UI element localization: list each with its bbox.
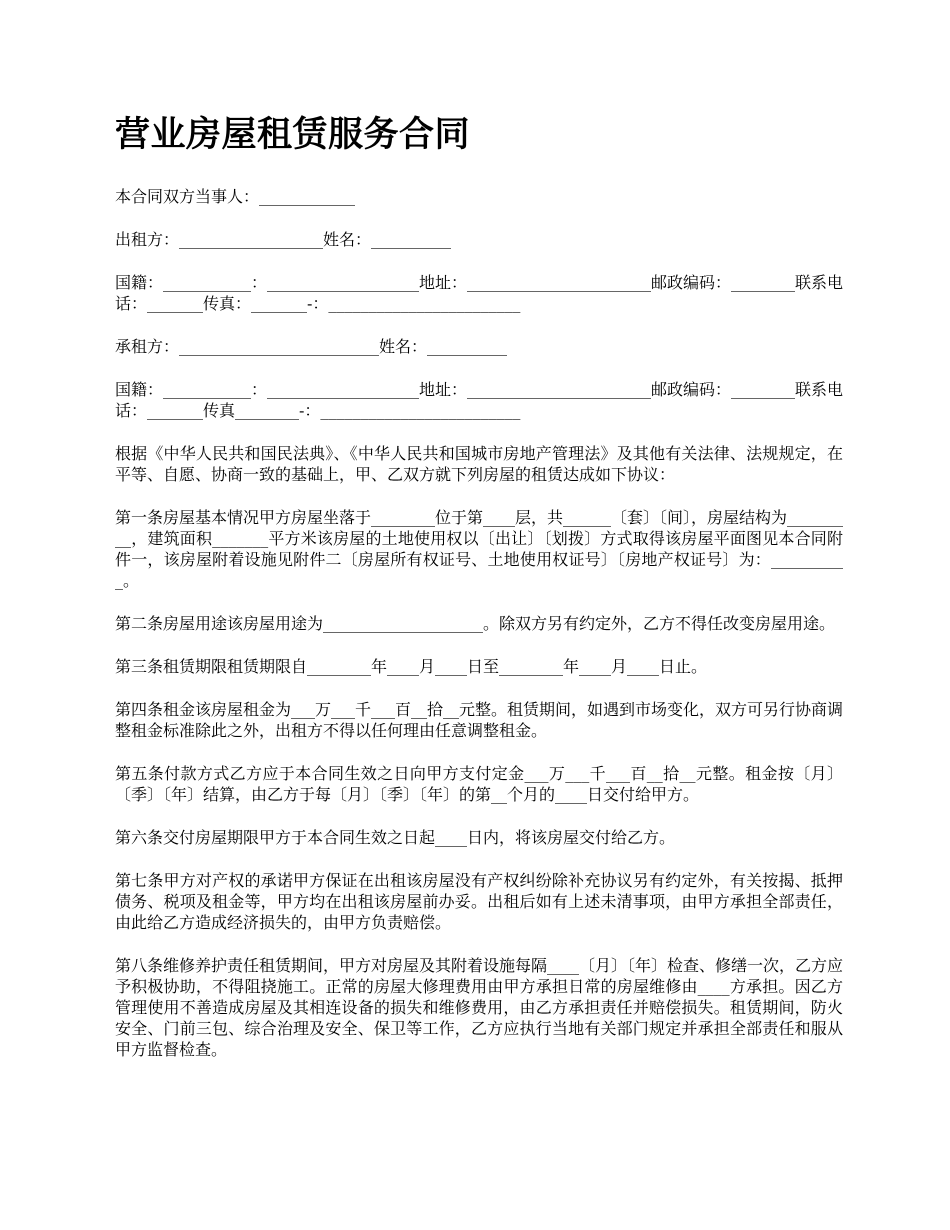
article-4: 第四条租金该房屋租金为___万___千___百__拾__元整。租赁期间，如遇到市场变化，双方可另行协商调整租金标准除此之外，出租方不得以任何理由任意调整租金。 [115,700,844,740]
lessor-line: 出租方：__________________姓名：__________ [115,230,452,249]
lessee-details: 国籍：___________：___________________地址：_______________________邮政编码：________联系电话：_______传真________-：_________________________ [115,380,844,420]
article-1: 第一条房屋基本情况甲方房屋坐落于________位于第____层，共______〔套〕〔间〕，房屋结构为_________，建筑面积_______平方米该房屋的土地使用权以〔出让〕〔划拨〕方式取得该房屋平面图见本合同附件一，该房屋附着设施见附件二〔房屋所有权证号、土地使用权证号〕〔房地产权证号〕为：__________。 [115,508,844,590]
article-5: 第五条付款方式乙方应于本合同生效之日向甲方支付定金___万___千___百__拾__元整。租金按〔月〕〔季〕〔年〕结算，由乙方于每〔月〕〔季〕〔年〕的第__个月的____日交付给甲方。 [115,764,843,804]
lessee-line: 承租方：_________________________姓名：__________ [115,337,508,356]
article-7: 第七条甲方对产权的承诺甲方保证在出租该房屋没有产权纠纷除补充协议另有约定外，有关按揭、抵押债务、税项及租金等，甲方均在出租该房屋前办妥。出租后如有上述未清事项，由甲方承担全部责任，由此给乙方造成经济损失的，由甲方负责赔偿。 [115,871,843,932]
document-title: 营业房屋租赁服务合同 [115,115,471,155]
article-6: 第六条交付房屋期限甲方于本合同生效之日起____日内，将该房屋交付给乙方。 [115,828,676,847]
parties-intro: 本合同双方当事人：____________ [115,187,356,206]
article-3: 第三条租赁期限租赁期限自________年____月____日至________年____月____日止。 [115,657,708,676]
article-8: 第八条维修养护责任租赁期间，甲方对房屋及其附着设施每隔____〔月〕〔年〕检查、修缮一次，乙方应予积极协助，不得阻挠施工。正常的房屋大修理费用由甲方承担日常的房屋维修由____方承担。因乙方管理使用不善造成房屋及其相连设备的损失和维修费用，由乙方承担责任并赔偿损失。租赁期间，防火安全、门前三包、综合治理及安全、保卫等工作，乙方应执行当地有关部门规定并承担全部责任和服从甲方监督检查。 [115,956,844,1059]
article-2: 第二条房屋用途该房屋用途为____________________。除双方另有约定外，乙方不得任改变房屋用途。 [115,614,836,633]
lessor-details: 国籍：___________：___________________地址：_______________________邮政编码：________联系电话：_______传真：_______-：________________________ [115,273,844,313]
preamble: 根据《中华人民共和国民法典》、《中华人民共和国城市房地产管理法》及其他有关法律、法规规定，在平等、自愿、协商一致的基础上，甲、乙双方就下列房屋的租赁达成如下协议： [115,444,843,484]
document-page [115,108,843,1082]
